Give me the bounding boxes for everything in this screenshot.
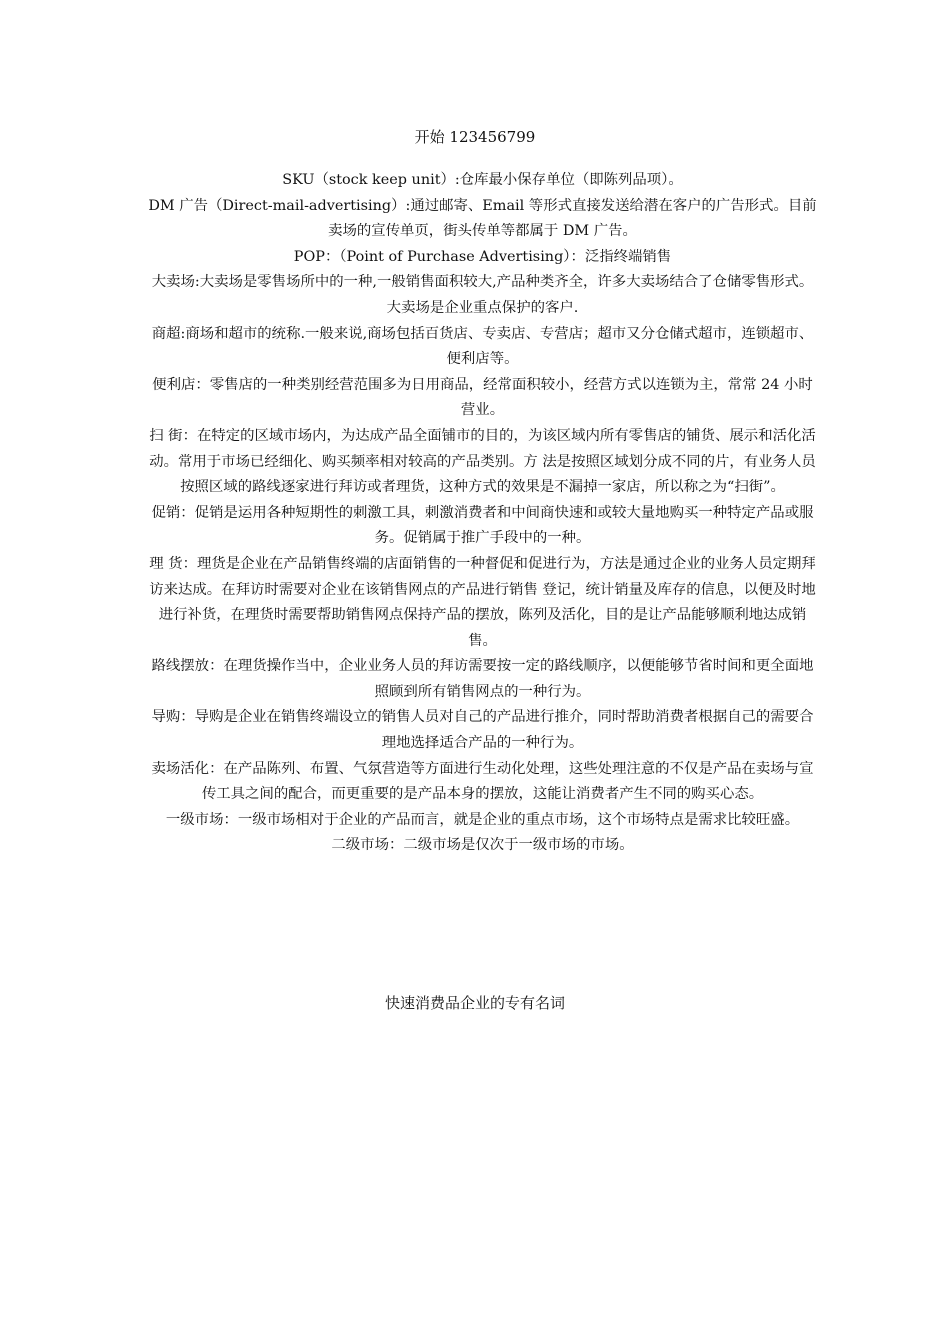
paragraph-sku: SKU（stock keep unit）:仓库最小保存单位（即陈列品项）。: [282, 172, 683, 188]
paragraph-convenience-store: 便利店：零售店的一种类别经营范围多为日用商品，经常面积较小，经营方式以连锁为主，常常 24 小时营业。: [152, 376, 813, 419]
document-header: 开始 123456799: [414, 128, 536, 146]
paragraph-store-activation: 卖场活化：在产品陈列、布置、气氛营造等方面进行生动化处理，这些处理注意的不仅是产品在卖场与宣传工具之间的配合，而更重要的是产品本身的摆放，这能让消费者产生不同的购买心态。: [151, 760, 814, 803]
document-body: [145, 168, 820, 859]
paragraph-secondary-market: 二级市场：二级市场是仅次于一级市场的市场。: [331, 837, 634, 854]
paragraph-hypermarket: 大卖场:大卖场是零售场所中的一种,一般销售面积较大,产品种类齐全，许多大卖场结合了仓储零售形式。大卖场是企业重点保护的客户.: [151, 274, 814, 316]
paragraph-shopping-guide: 导购：导购是企业在销售终端设立的销售人员对自己的产品进行推介，同时帮助消费者根据自己的需要合理地选择适合产品的一种行为。: [151, 709, 814, 752]
paragraph-primary-market: 一级市场：一级市场相对于企业的产品而言，就是企业的重点市场，这个市场特点是需求比较旺盛。: [165, 811, 800, 828]
paragraph-dm-ad: DM 广告（Direct-mail-advertising）:通过邮寄、Email 等形式直接发送给潜在客户的广告形式。目前卖场的宣传单页，街头传单等都属于 DM 广告。: [148, 197, 817, 240]
paragraph-pop: POP：（Point of Purchase Advertising）：泛指终端销售: [293, 248, 672, 265]
paragraph-street-sweep: 扫 街：在特定的区域市场内，为达成产品全面铺市的目的，为该区域内所有零售店的铺货、展示和活化活动。常用于市场已经细化、购买频率相对较高的产品类别。方 法是按照区域划分成不同的片，有业务人员按照区域的路线逐家进行拜访或者理货，这种方式的效果是不漏掉一家店，所以称之为“扫街”。: [149, 427, 816, 496]
paragraph-promotion: 促销：促销是运用各种短期性的刺激工具，刺激消费者和中间商快速和或较大量地购买一种特定产品或服务。促销属于推广手段中的一种。: [151, 504, 814, 547]
paragraph-merchandising: 理 货：理货是企业在产品销售终端的店面销售的一种督促和促进行为，方法是通过企业的业务人员定期拜访来达成。在拜访时需要对企业在该销售网点的产品进行销售 登记，统计销量及库存的信息，以便及时地进行补货，在理货时需要帮助销售网点保持产品的摆放，陈列及活化，目的是让产品能够顺利地达成销售。: [149, 555, 816, 649]
paragraph-shangchao: 商超:商场和超市的统称.一般来说,商场包括百货店、专卖店、专营店；超市又分仓储式超市，连锁超市、便利店等。: [151, 325, 814, 368]
document-footer-title: 快速消费品企业的专有名词: [384, 994, 565, 1012]
paragraph-route-placement: 路线摆放：在理货操作当中，企业业务人员的拜访需要按一定的路线顺序，以便能够节省时间和更全面地照顾到所有销售网点的一种行为。: [151, 658, 814, 700]
